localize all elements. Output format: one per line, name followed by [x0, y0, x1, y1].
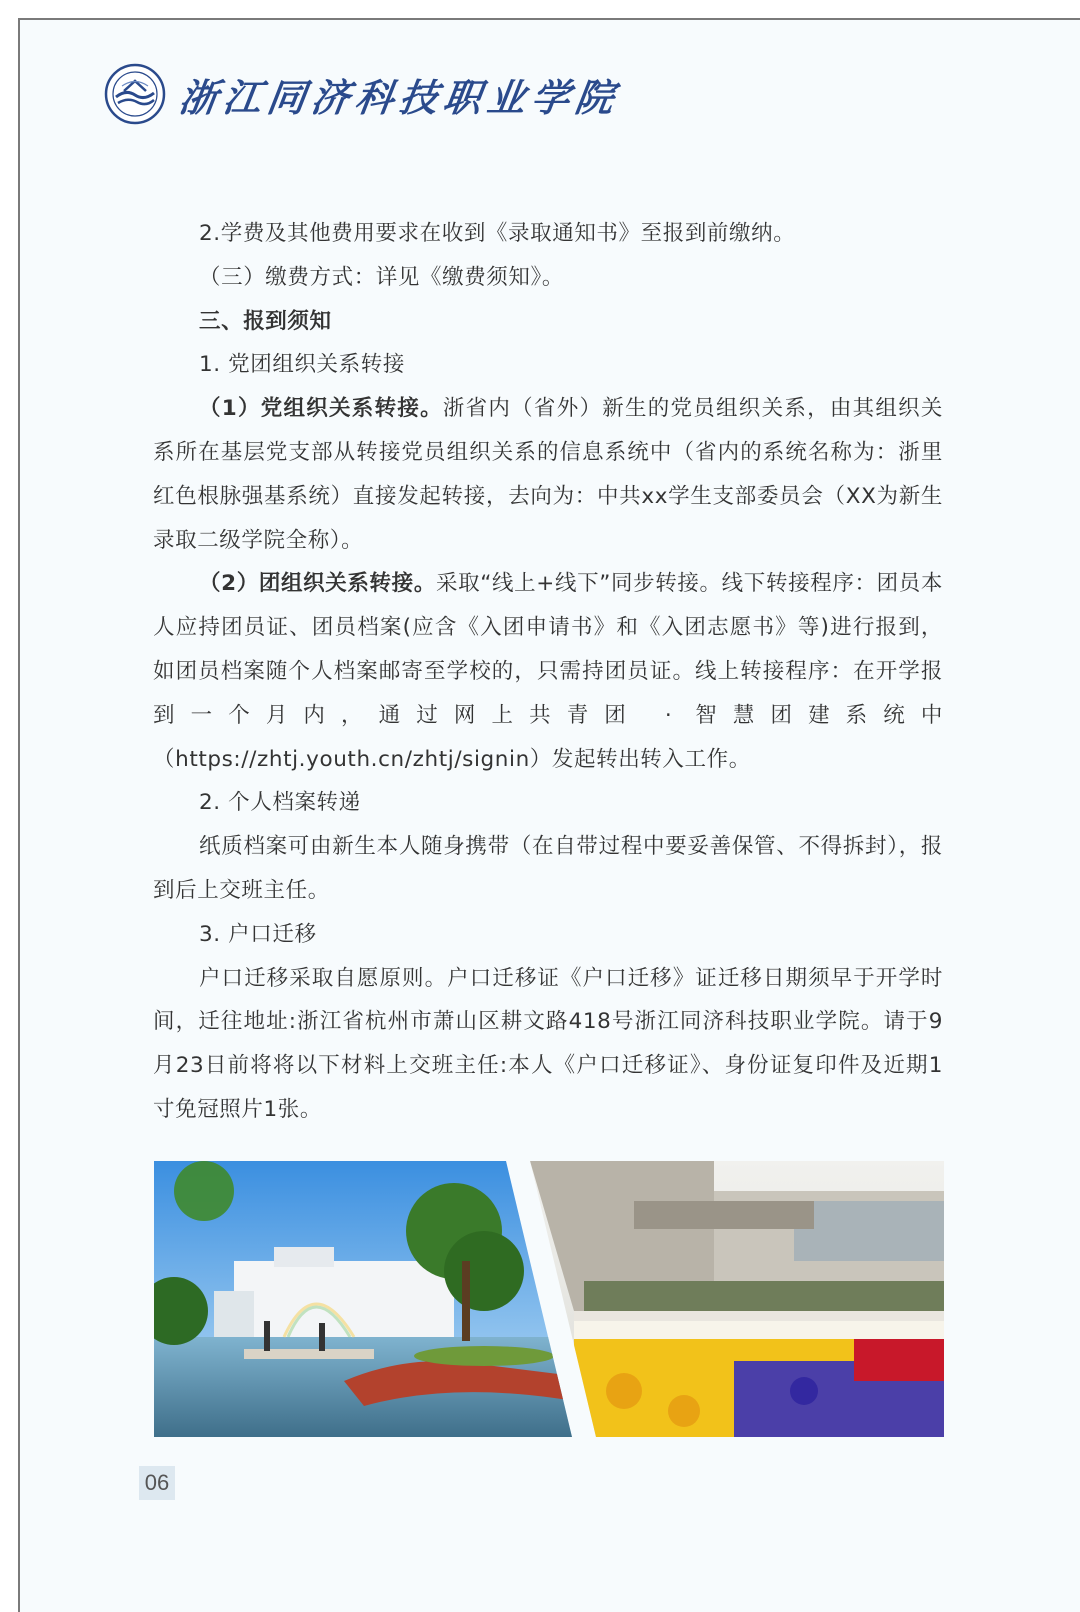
fee-payment-paragraph: 2.学费及其他费用要求在收到《录取通知书》至报到前缴纳。: [199, 221, 796, 246]
school-emblem-icon: [104, 63, 166, 125]
league-transfer-lead: （2）团组织关系转接。: [199, 571, 436, 597]
main-content: [153, 212, 943, 1132]
campus-lake-photo: [154, 1161, 574, 1437]
section-heading-registration: 三、报到须知: [199, 308, 332, 334]
subheading-household: 3. 户口迁移: [199, 921, 317, 947]
school-name-logo: 浙江同济科技职业学院: [176, 74, 623, 120]
payment-method-paragraph: （三）缴费方式：详见《缴费须知》。: [199, 264, 564, 290]
page-number: 06: [139, 1466, 175, 1500]
league-transfer-paragraph: [153, 562, 943, 781]
subheading-party-league: 1. 党团组织关系转接: [199, 352, 405, 378]
campus-gate-photo: [524, 1161, 944, 1437]
subheading-personal-file: 2. 个人档案转递: [199, 790, 361, 816]
league-transfer-body: 采取“线上+线下”同步转接。线下转接程序：团员本人应持团员证、团员档案(应含《入团申请书》和《入团志愿书》等)进行报到，如团员档案随个人档案邮寄至学校的，只需持团员证。线上转接程序：在开学报到一个月内，通过网上共青团 · 智慧团建系统中（https://zhtj.youth.cn/zhtj/signin）发起转出转入工作。: [153, 571, 943, 772]
page-header: [104, 60, 623, 128]
party-transfer-lead: （1）党组织关系转接。: [199, 396, 443, 422]
campus-photos: [154, 1161, 944, 1437]
party-transfer-paragraph: [153, 387, 943, 562]
personal-file-paragraph: 纸质档案可由新生本人随身携带（在自带过程中要妥善保管、不得拆封），报到后上交班主任。: [153, 834, 943, 903]
household-paragraph: 户口迁移采取自愿原则。户口迁移证《户口迁移》证迁移日期须早于开学时间，迁往地址:浙江省杭州市萧山区耕文路418号浙江同济科技职业学院。请于9月23日前将将以下材料上交班主任:本人《户口迁移证》、身份证复印件及近期1寸免冠照片1张。: [153, 965, 943, 1122]
party-transfer-body: 浙省内（省外）新生的党员组织关系，由其组织关系所在基层党支部从转接党员组织关系的信息系统中（省内的系统名称为：浙里红色根脉强基系统）直接发起转接，去向为：中共xx学生支部委员会（XX为新生录取二级学院全称）。: [153, 396, 944, 553]
